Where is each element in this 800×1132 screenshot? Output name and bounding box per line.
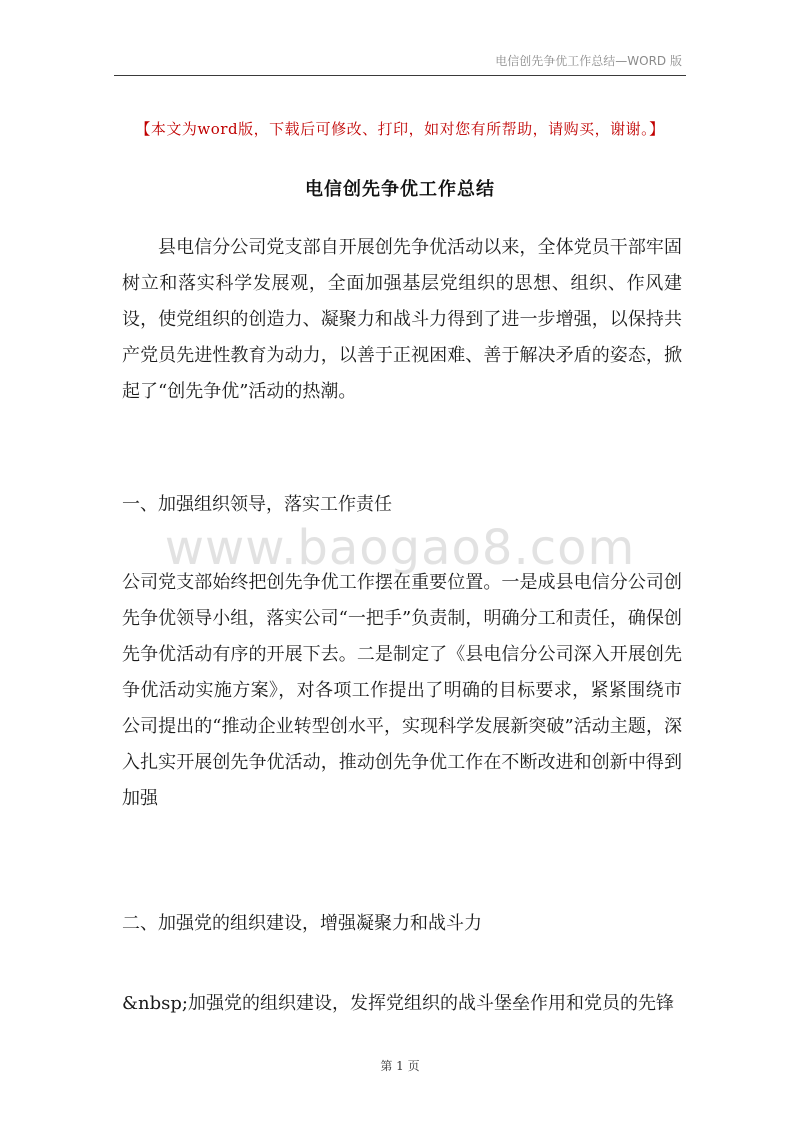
document-title: 电信创先争优工作总结	[305, 179, 495, 200]
purchase-notice: 【本文为word版，下载后可修改、打印，如对您有所帮助，请购买，谢谢。】	[135, 120, 665, 138]
watermark-text: www.baogao8.com	[164, 520, 636, 576]
paragraph-intro: 县电信分公司党支部自开展创先争优活动以来，全体党员干部牢固树立和落实科学发展观，全面加强基层党组织的思想、组织、作风建设，使党组织的创造力、凝聚力和战斗力得到了进一步增强，以保持共产党员先进性教育为动力，以善于正视困难、善于解决矛盾的姿态，掀起了“创先争优”活动的热潮。	[122, 237, 682, 402]
page-number: 第 1 页	[380, 1059, 420, 1073]
section-heading-2: 二、加强党的组织建设，增强凝聚力和战斗力	[122, 913, 482, 934]
paragraph-section-2: &nbsp;加强党的组织建设，发挥党组织的战斗堡垒作用和党员的先锋	[122, 993, 674, 1014]
page-header-text: 电信创先争优工作总结—WORD 版	[495, 54, 682, 68]
section-heading-1: 一、加强组织领导，落实工作责任	[122, 494, 392, 515]
page-header-rule	[114, 75, 686, 76]
paragraph-section-1: 公司党支部始终把创先争优工作摆在重要位置。一是成县电信分公司创先争优领导小组，落实公司“一把手”负责制，明确分工和责任，确保创先争优活动有序的开展下去。二是制定了《县电信分公司深入开展创先争优活动实施方案》，对各项工作提出了明确的目标要求，紧紧围绕市公司提出的“推动企业转型创水平，实现科学发展新突破”活动主题，深入扎实开展创先争优活动，推动创先争优工作在不断改进和创新中得到加强	[122, 572, 682, 809]
